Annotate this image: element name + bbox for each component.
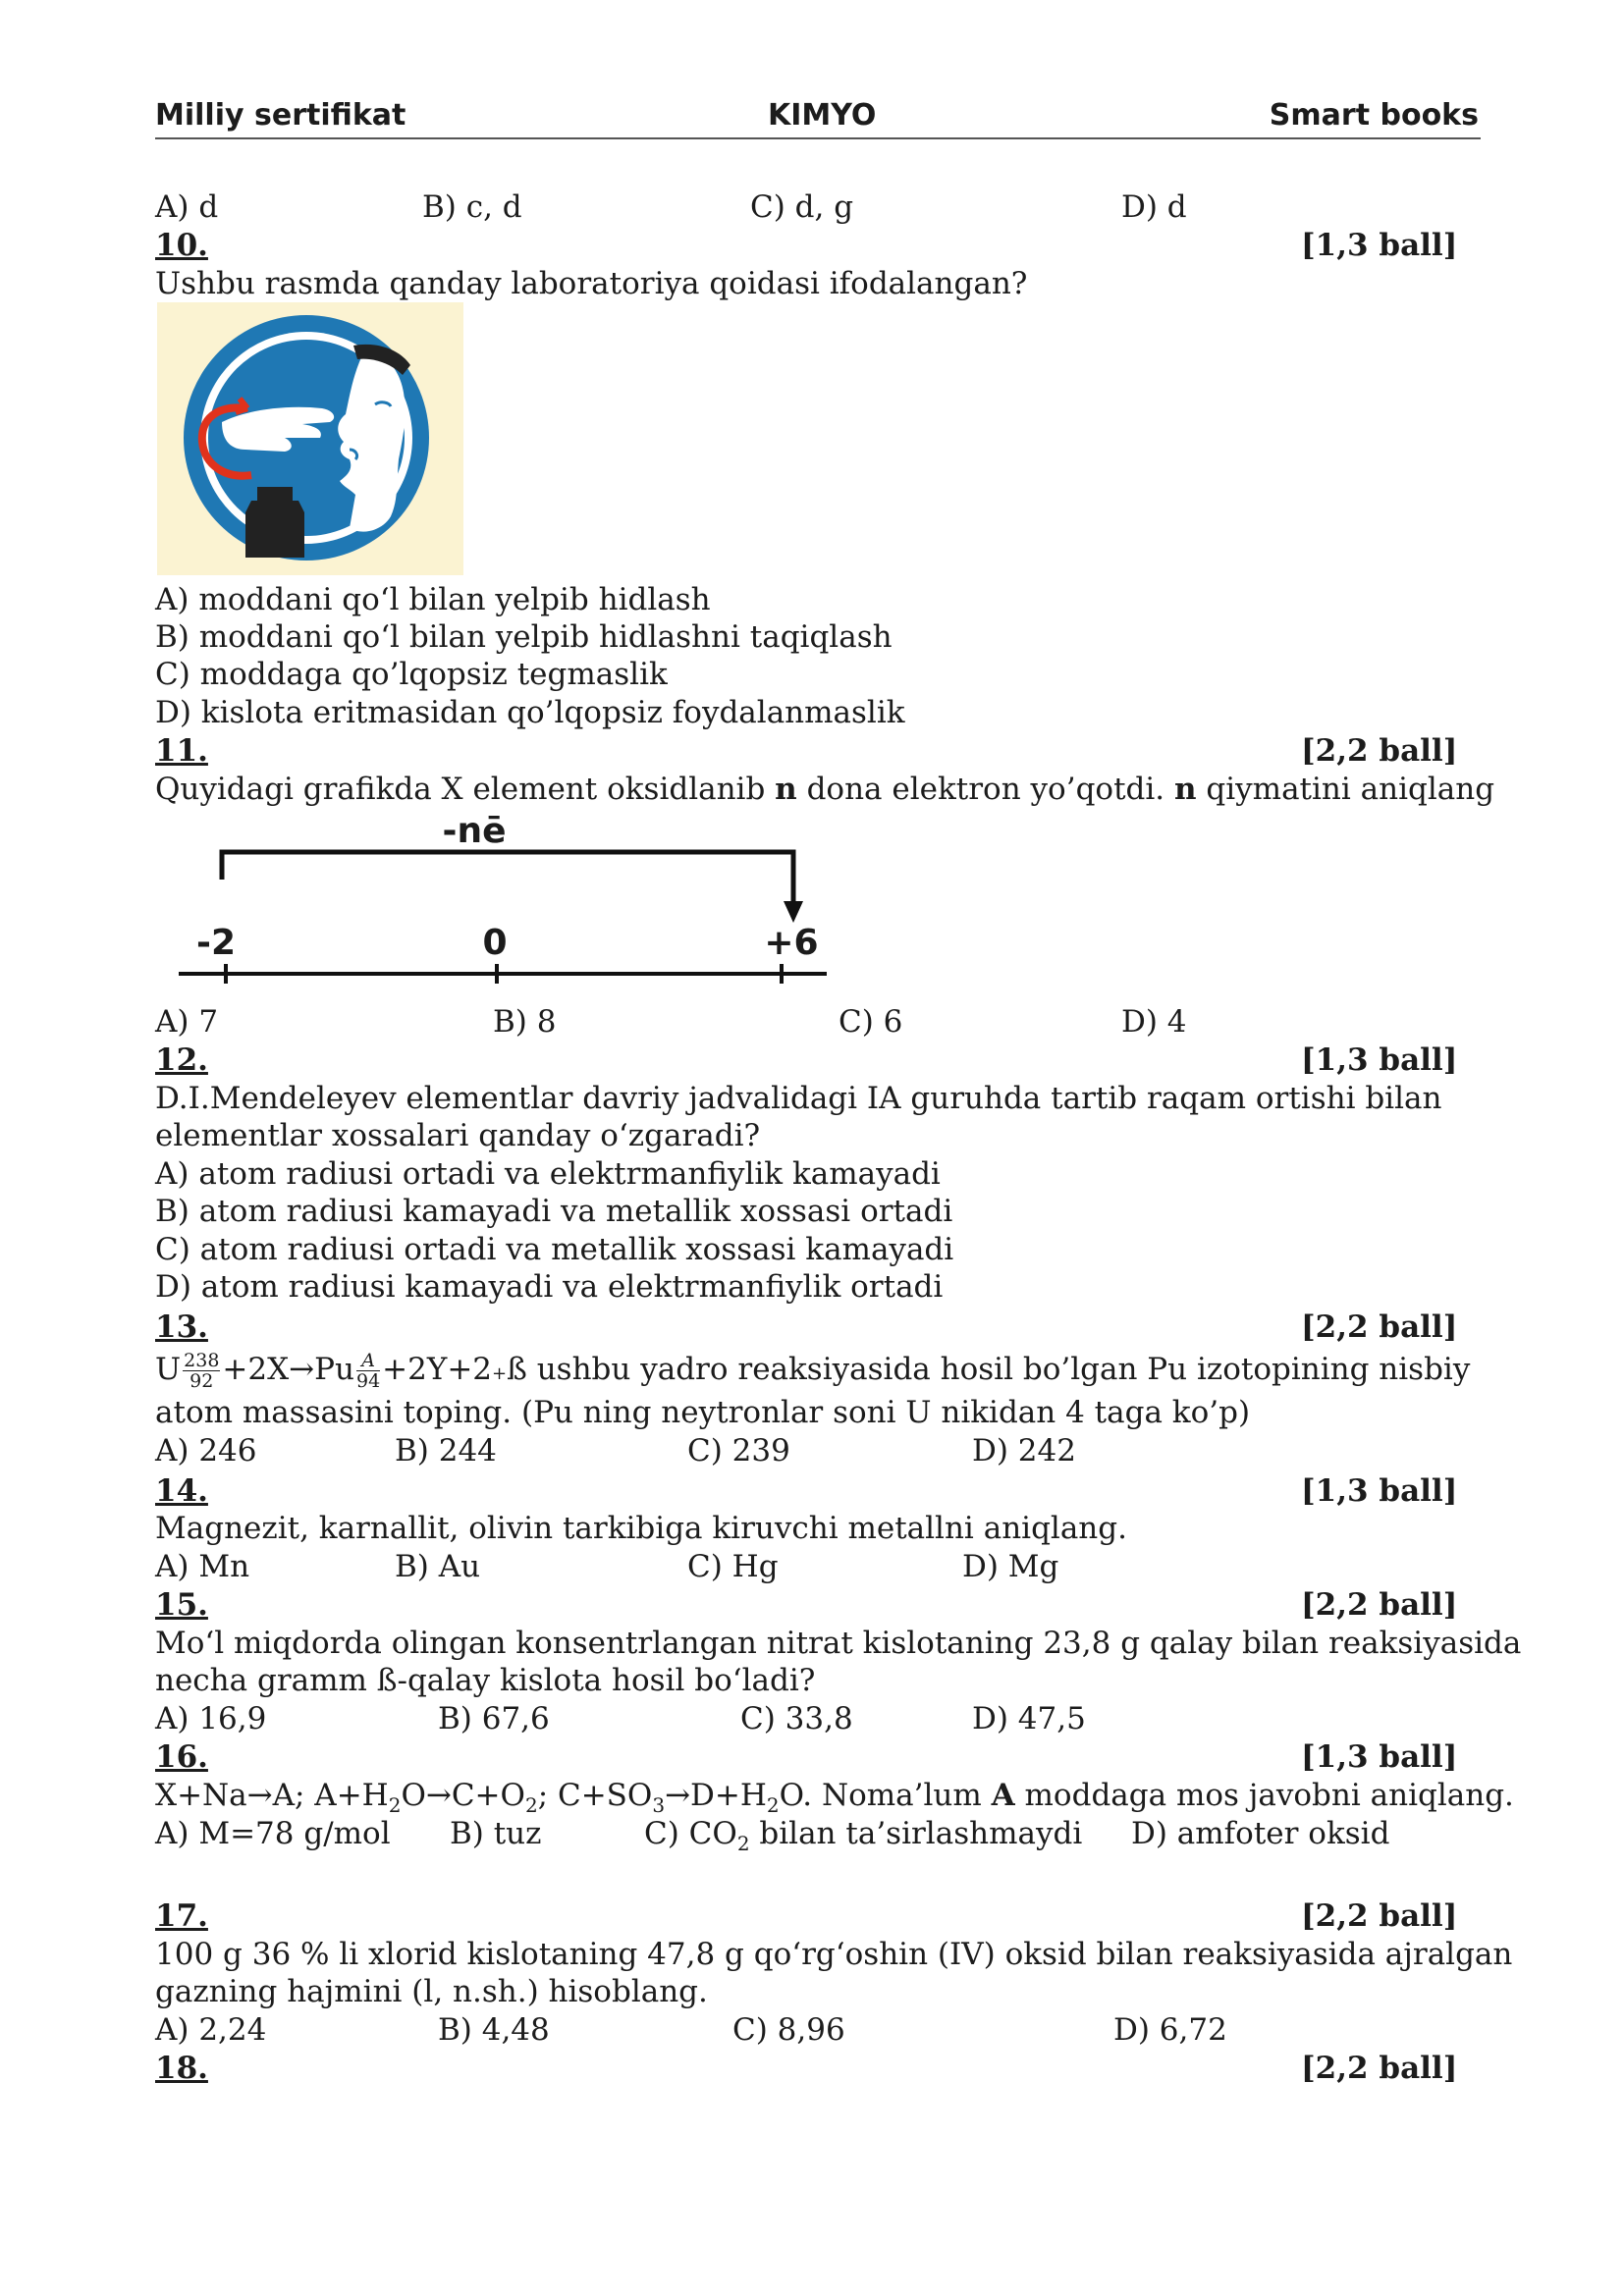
q12-option-c: C) atom radiusi ortadi va metallik xossasi kamayadi: [155, 1232, 954, 1267]
tick-label: +6: [764, 923, 819, 963]
q15-number: 15.: [155, 1587, 208, 1623]
q9-option-a: A) d: [155, 189, 219, 225]
q10-text: Ushbu rasmda qanday laboratoriya qoidasi ifodalangan?: [155, 266, 1028, 301]
q18-points: [2,2 ball]: [1301, 2051, 1458, 2086]
q13-text-line2: atom massasini toping. (Pu ning neytronlar soni U nikidan 4 taga ko’p): [155, 1395, 1251, 1430]
q10-points: [1,3 ball]: [1301, 228, 1458, 263]
q12-option-a: A) atom radiusi ortadi va elektrmanfiylik kamayadi: [155, 1156, 941, 1192]
q13-option-d: D) 242: [972, 1433, 1076, 1468]
pu-isotope-fraction: $\frac{A}{94}$: [355, 1350, 381, 1392]
arrow-label: -nē: [442, 811, 507, 851]
header-right: Smart books: [1269, 98, 1479, 133]
q17-points: [2,2 ball]: [1301, 1898, 1458, 1934]
q16-option-c: C) $CO_2$ bilan ta’sirlashmaydi: [644, 1816, 1083, 1856]
q12-text-line2: elementlar xossalari qanday o‘zgaradi?: [155, 1118, 761, 1153]
q12-text-line1: D.I.Mendeleyev elementlar davriy jadvalidagi IA guruhda tartib raqam ortishi bilan: [155, 1081, 1442, 1116]
q17-option-a: A) 2,24: [155, 2012, 267, 2048]
q15-option-c: C) 33,8: [740, 1701, 853, 1736]
q11-option-a: A) 7: [155, 1004, 219, 1040]
q14-points: [1,3 ball]: [1301, 1473, 1458, 1509]
q13-number: 13.: [155, 1309, 208, 1345]
q11-option-b: B) 8: [493, 1004, 557, 1040]
u-isotope-fraction: $\frac{238}{92}$: [184, 1350, 220, 1392]
q13-equation: U $\frac{238}{92}$ +2X→Pu $\frac{A}{94}$ +2Y+2+ß ushbu yadro reaksiyasida hosil bo’lgan Pu izotopining nisbiy: [155, 1350, 1471, 1392]
q11-points: [2,2 ball]: [1301, 733, 1458, 769]
q16-option-a: A) M=78 g/mol: [155, 1816, 391, 1851]
q15-points: [2,2 ball]: [1301, 1587, 1458, 1623]
q13-option-a: A) 246: [155, 1433, 257, 1468]
q12-points: [1,3 ball]: [1301, 1042, 1458, 1078]
smell-waft-icon: [157, 302, 463, 575]
hazard-sign-image: [157, 302, 463, 575]
arrow-head: [784, 901, 803, 923]
q14-option-d: D) Mg: [962, 1549, 1059, 1584]
q15-option-b: B) 67,6: [438, 1701, 550, 1736]
q14-option-c: C) Hg: [687, 1549, 779, 1584]
q11-option-d: D) 4: [1121, 1004, 1187, 1040]
oxidation-number-line: [157, 805, 844, 1001]
q17-text-line1: 100 g 36 % li xlorid kislotaning 47,8 g qo‘rg‘oshin (IV) oksid bilan reaksiyasida ajralgan: [155, 1937, 1513, 1972]
q9-option-d: D) d: [1121, 189, 1187, 225]
q10-option-c: C) moddaga qo’lqopsiz tegmaslik: [155, 657, 668, 692]
page-header: [155, 94, 1481, 139]
q15-option-a: A) 16,9: [155, 1701, 267, 1736]
q11-text: Quyidagi grafikda X element oksidlanib n dona elektron yo’qotdi. n qiymatini aniqlang: [155, 772, 1495, 807]
q13-points: [2,2 ball]: [1301, 1309, 1458, 1345]
q17-option-b: B) 4,48: [438, 2012, 550, 2048]
header-center: KIMYO: [768, 98, 877, 133]
q17-option-c: C) 8,96: [732, 2012, 845, 2048]
q14-option-b: B) Au: [395, 1549, 481, 1584]
q17-text-line2: gazning hajmini (l, n.sh.) hisoblang.: [155, 1974, 708, 2009]
q14-text: Magnezit, karnallit, olivin tarkibiga kiruvchi metallni aniqlang.: [155, 1511, 1127, 1546]
q16-option-d: D) amfoter oksid: [1131, 1816, 1390, 1851]
q9-option-c: C) d, g: [750, 189, 854, 225]
q11-number: 11.: [155, 733, 208, 769]
q17-number: 17.: [155, 1898, 208, 1934]
q14-option-a: A) Mn: [155, 1549, 250, 1584]
q14-number: 14.: [155, 1473, 208, 1509]
q10-option-b: B) moddani qo‘l bilan yelpib hidlashni taqiqlash: [155, 619, 893, 655]
q16-option-b: B) tuz: [450, 1816, 542, 1851]
q16-number: 16.: [155, 1739, 208, 1775]
q16-text: X+Na→A; $A+H_2O\to C+O_2$; $C+SO_3\to D+H_2O$. Noma’lum A moddaga mos javobni aniqlang.: [155, 1778, 1514, 1818]
q15-option-d: D) 47,5: [972, 1701, 1086, 1736]
q12-number: 12.: [155, 1042, 208, 1078]
q11-option-c: C) 6: [839, 1004, 903, 1040]
q13-option-c: C) 239: [687, 1433, 790, 1468]
q17-option-d: D) 6,72: [1113, 2012, 1227, 2048]
q12-option-b: B) atom radiusi kamayadi va metallik xossasi ortadi: [155, 1194, 953, 1229]
tick-label: 0: [482, 923, 508, 963]
q16-points: [1,3 ball]: [1301, 1739, 1458, 1775]
q10-option-a: A) moddani qo‘l bilan yelpib hidlash: [155, 582, 711, 617]
header-left: Milliy sertifikat: [155, 98, 406, 133]
q13-option-b: B) 244: [395, 1433, 497, 1468]
q15-text-line2: necha gramm ß-qalay kislota hosil bo‘ladi?: [155, 1663, 816, 1698]
q12-option-d: D) atom radiusi kamayadi va elektrmanfiylik ortadi: [155, 1269, 944, 1305]
bracket-arrow: [222, 852, 793, 907]
tick-label: -2: [196, 923, 236, 963]
q10-number: 10.: [155, 228, 208, 263]
q10-option-d: D) kislota eritmasidan qo’lqopsiz foydalanmaslik: [155, 695, 905, 730]
q9-option-b: B) c, d: [422, 189, 522, 225]
q15-text-line1: Mo‘l miqdorda olingan konsentrlangan nitrat kislotaning 23,8 g qalay bilan reaksiyasida: [155, 1626, 1522, 1661]
q18-number: 18.: [155, 2051, 208, 2086]
